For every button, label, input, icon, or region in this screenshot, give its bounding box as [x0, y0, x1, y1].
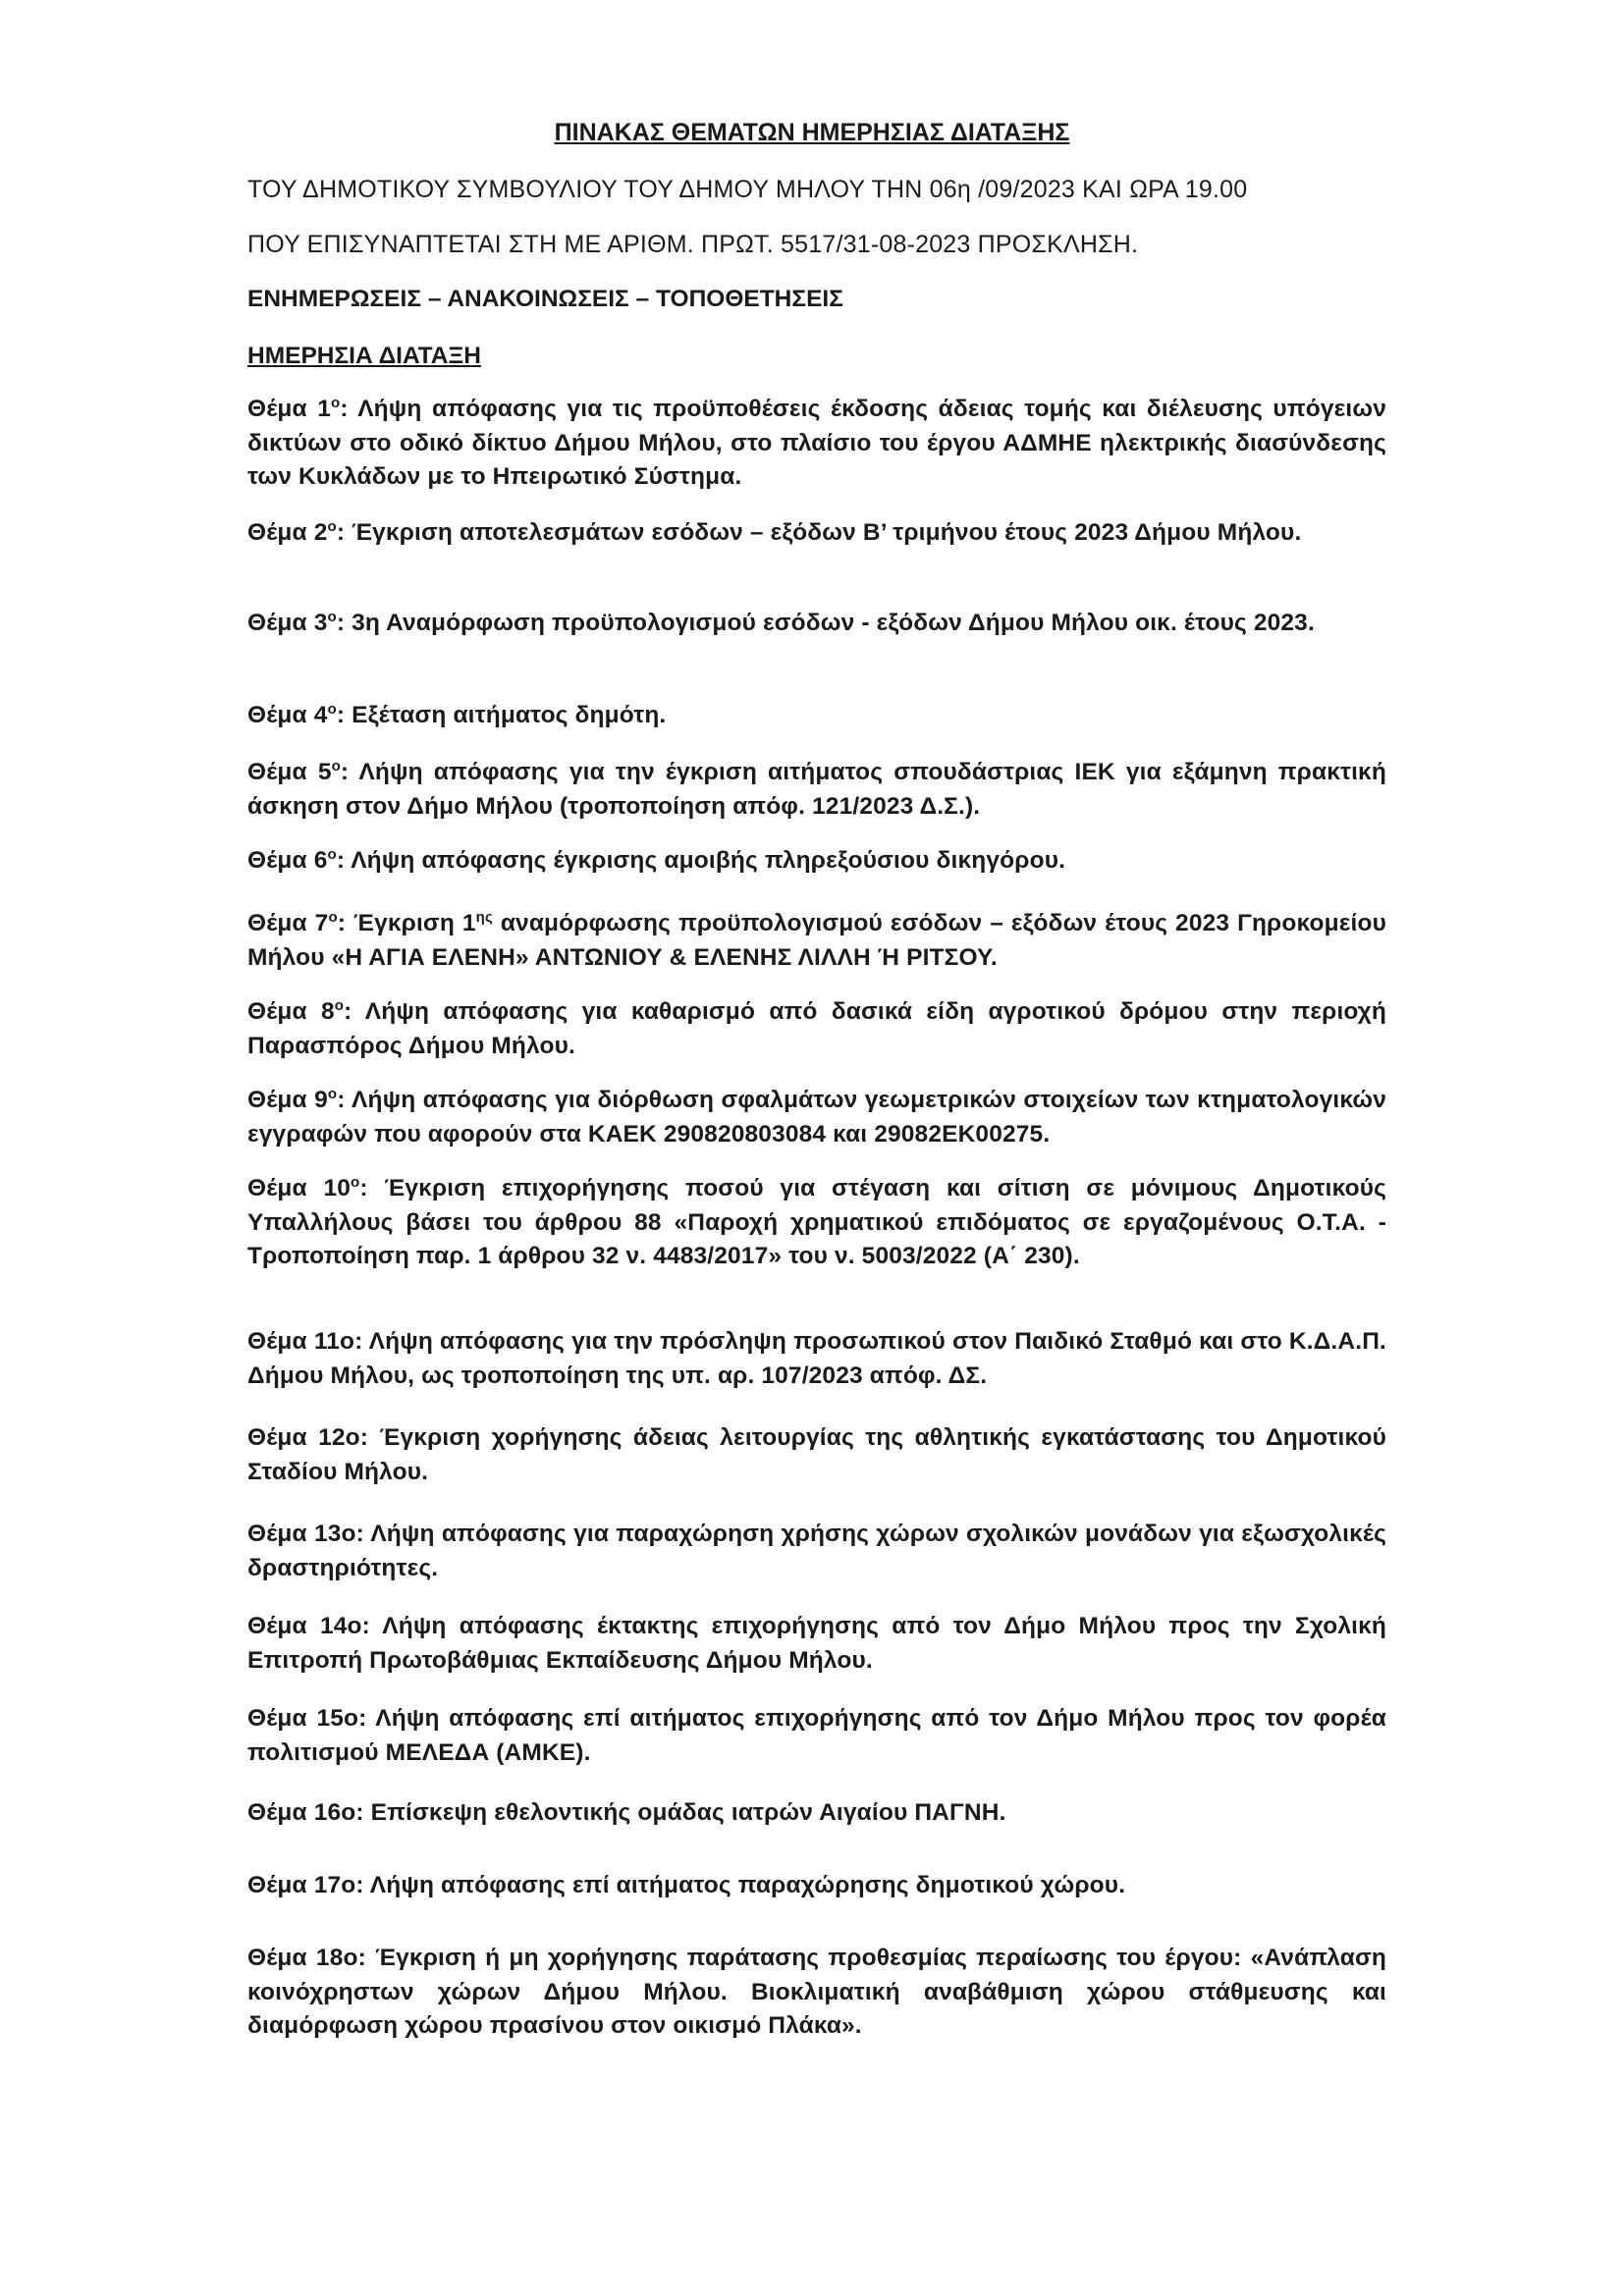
agenda-item-text: Λήψη απόφασης έκτακτης επιχορήγησης από τον Δήμο Μήλου προς την Σχολική Επιτροπή Πρωτοβάθμιας Εκπαίδευσης Δήμου Μήλου. — [247, 1613, 1386, 1674]
document-title: ΠΙΝΑΚΑΣ ΘΕΜΑΤΩΝ ΗΜΕΡΗΣΙΑΣ ΔΙΑΤΑΞΗΣ — [554, 119, 1070, 146]
agenda-item-14 — [247, 1610, 1386, 1678]
agenda-item-label: Θέμα 16ο: — [247, 1799, 364, 1826]
agenda-item-text: Λήψη απόφασης για παραχώρηση χρήσης χώρων σχολικών μονάδων για εξωσχολικές δραστηριότητες. — [247, 1521, 1386, 1581]
agenda-item-7: Θέμα $7^o$: Έγκριση $1^{\eta\varsigma}$ αναμόρφωσης προϋπολογισμού εσόδων – εξόδων έτους 2023 Γηροκομείου Μήλου «Η ΑΓΙΑ ΕΛΕΝΗ» ΑΝΤΩΝΙΟΥ & ΕΛΕΝΗΣ ΛΙΛΛΗ Ή ΡΙΤΣΟΥ. — [247, 909, 1386, 971]
agenda-item-text: Λήψη απόφασης για καθαρισμό από δασικά είδη αγροτικού δρόμου στην περιοχή Παρασπόρος Δήμου Μήλου. — [247, 998, 1386, 1059]
agenda-item-5: Θέμα $5^o$: Λήψη απόφασης για την έγκριση αιτήματος σπουδάστριας ΙΕΚ για εξάμηνη πρακτική άσκηση στον Δήμο Μήλου (τροποποίηση απόφ. 121/2023 Δ.Σ.). — [247, 758, 1386, 820]
agenda-item-label: Θέμα 5 — [247, 759, 332, 785]
agenda-item-6: Θέμα $6^o$: Λήψη απόφασης έγκρισης αμοιβής πληρεξούσιου δικηγόρου. — [247, 846, 1066, 874]
agenda-item-1: Θέμα $1^o$: Λήψη απόφασης για τις προϋποθέσεις έκδοσης άδειας τομής και διέλευσης υπόγειων δικτύων στο οδικό δίκτυο Δήμου Μήλου, στο πλαίσιο του έργου ΑΔΜΗΕ ηλεκτρικής διασύνδεσης των Κυκλάδων με το Ηπειρωτικό Σύστημα. — [247, 395, 1386, 490]
agenda-item-text: 3η Αναμόρφωση προϋπολογισμού εσόδων - εξόδων Δήμου Μήλου οικ. έτους 2023. — [345, 610, 1315, 636]
agenda-item-text: Λήψη απόφασης για την πρόσληψη προσωπικού στον Παιδικό Σταθμό και στο Κ.Δ.Α.Π. Δήμου Μήλου, ως τροποποίηση της υπ. αρ. 107/2023 απόφ. ΔΣ. — [247, 1328, 1386, 1389]
agenda-item-text: Έγκριση επιχορήγησης ποσού για στέγαση και σίτιση σε μόνιμους Δημοτικούς Υπαλλήλους βάσει του άρθρου 88 «Παροχή χρηματικού επιδόματος σε εργαζομένους Ο.Τ.Α. - Τροποποίηση παρ. 1 άρθρου 32 ν. 4483/2017» του ν. 5003/2022 (Α΄ 230). — [247, 1175, 1386, 1269]
agenda-item-label: Θέμα 14ο: — [247, 1613, 370, 1639]
agenda-item-13 — [247, 1518, 1386, 1585]
agenda-item-label: Θέμα 3 — [247, 610, 328, 636]
agenda-item-text: Λήψη απόφασης για την έγκριση αιτήματος σπουδάστριας ΙΕΚ για εξάμηνη πρακτική άσκηση στον Δήμο Μήλου (τροποποίηση απόφ. 121/2023 Δ.Σ.). — [247, 759, 1386, 820]
agenda-item-label: Θέμα 12ο: — [247, 1424, 369, 1451]
agenda-item-8: Θέμα $8^o$: Λήψη απόφασης για καθαρισμό από δασικά είδη αγροτικού δρόμου στην περιοχή Παρασπόρος Δήμου Μήλου. — [247, 997, 1386, 1059]
agenda-item-text: Λήψη απόφασης για διόρθωση σφαλμάτων γεωμετρικών στοιχείων των κτηματολογικών εγγραφών που αφορούν στα ΚΑΕΚ 290820803084 και 29082ΕΚ00275. — [247, 1087, 1386, 1148]
agenda-item-label: Θέμα 11ο: — [247, 1328, 363, 1355]
agenda-item-label: Θέμα 6 — [247, 847, 328, 874]
agenda-item-text: Έγκριση ή μη χορήγησης παράτασης προθεσμίας περαίωσης του έργου: «Ανάπλαση κοινόχρηστων χώρων Δήμου Μήλου. Βιοκλιματική αναβάθμιση χώρου στάθμευσης και διαμόρφωση χώρου πρασίνου στον οικισμό Πλάκα». — [247, 1945, 1386, 2039]
agenda-item-11 — [247, 1325, 1386, 1393]
agenda-item-text: Επίσκεψη εθελοντικής ομάδας ιατρών Αιγαίου ΠΑΓΝΗ. — [363, 1799, 1006, 1826]
agenda-item-16 — [247, 1796, 1386, 1831]
agenda-item-label: Θέμα 15ο: — [247, 1705, 367, 1732]
agenda-item-label: Θέμα 18ο: — [247, 1945, 366, 1971]
agenda-item-label: Θέμα 8 — [247, 998, 335, 1025]
agenda-item-label: Θέμα 4 — [247, 702, 328, 728]
agenda-item-15 — [247, 1702, 1386, 1770]
agenda-item-label: Θέμα 13ο: — [247, 1521, 364, 1547]
agenda-item-text: Έγκριση 1 — [346, 910, 476, 936]
agenda-item-text: Έγκριση χορήγησης άδειας λειτουργίας της αθλητικής εγκατάστασης του Δημοτικού Σταδίου Μήλου. — [247, 1424, 1386, 1485]
agenda-item-label: Θέμα 1 — [247, 396, 331, 422]
agenda-item-label: Θέμα 7 — [247, 910, 329, 936]
agenda-item-text: Έγκριση αποτελεσμάτων εσόδων – εξόδων Β’ τριμήνου έτους 2023 Δήμου Μήλου. — [345, 519, 1302, 546]
invitation-ref-line: ΠΟΥ ΕΠΙΣΥΝΑΠΤΕΤΑΙ ΣΤΗ ΜΕ ΑΡΙΘΜ. ΠΡΩΤ. 5517/31-08-2023 ΠΡΟΣΚΛΗΣΗ. — [247, 231, 1139, 258]
agenda-item-label: Θέμα 2 — [247, 519, 328, 546]
agenda-item-label: Θέμα 10 — [247, 1175, 351, 1201]
agenda-item-label: Θέμα 17ο: — [247, 1872, 364, 1898]
agenda-item-text: Λήψη απόφασης επί αιτήματος επιχορήγησης από τον Δήμο Μήλου προς τον φορέα πολιτισμού ΜΕΛΕΔΑ (ΑΜΚΕ). — [247, 1705, 1386, 1766]
agenda-item-text: Εξέταση αιτήματος δημότη. — [345, 702, 667, 728]
agenda-item-10: Θέμα $10^o$: Έγκριση επιχορήγησης ποσού για στέγαση και σίτιση σε μόνιμους Δημοτικούς Υπαλλήλους βάσει του άρθρου 88 «Παροχή χρηματικού επιδόματος σε εργαζομένους Ο.Τ.Α. - Τροποποίηση παρ. 1 άρθρου 32 ν. 4483/2017» του ν. 5003/2022 (Α΄ 230). — [247, 1174, 1386, 1269]
agenda-item-12 — [247, 1421, 1386, 1489]
agenda-item-label: Θέμα 9 — [247, 1087, 328, 1113]
agenda-item-9: Θέμα $9^o$: Λήψη απόφασης για διόρθωση σφαλμάτων γεωμετρικών στοιχείων των κτηματολογικών εγγραφών που αφορούν στα ΚΑΕΚ 290820803084 και 29082ΕΚ00275. — [247, 1086, 1386, 1148]
agenda-item-2: Θέμα $2^o$: Έγκριση αποτελεσμάτων εσόδων – εξόδων Β’ τριμήνου έτους 2023 Δήμου Μήλου. — [247, 518, 1302, 546]
agenda-item-18 — [247, 1942, 1386, 2044]
meeting-info-line: ΤΟΥ ΔΗΜΟΤΙΚΟΥ ΣΥΜΒΟΥΛΙΟΥ ΤΟΥ ΔΗΜΟΥ ΜΗΛΟΥ ΤΗΝ 06η /09/2023 ΚΑΙ ΩΡΑ 19.00 — [247, 176, 1248, 203]
agenda-item-17 — [247, 1869, 1386, 1903]
agenda-item-text: Λήψη απόφασης επί αιτήματος παραχώρησης δημοτικού χώρου. — [363, 1872, 1126, 1898]
announcements-heading: ΕΝΗΜΕΡΩΣΕΙΣ – ΑΝΑΚΟΙΝΩΣΕΙΣ – ΤΟΠΟΘΕΤΗΣΕΙΣ — [247, 286, 843, 312]
agenda-item-text: Λήψη απόφασης για τις προϋποθέσεις έκδοσης άδειας τομής και διέλευσης υπόγειων δικτύων στο οδικό δίκτυο Δήμου Μήλου, στο πλαίσιο του έργου ΑΔΜΗΕ ηλεκτρικής διασύνδεσης των Κυκλάδων με το Ηπειρωτικό Σύστημα. — [247, 396, 1386, 490]
agenda-item-4: Θέμα $4^o$: Εξέταση αιτήματος δημότη. — [247, 701, 667, 728]
agenda-item-text: Λήψη απόφασης έγκρισης αμοιβής πληρεξούσιου δικηγόρου. — [345, 847, 1066, 874]
agenda-item-3: Θέμα $3^o$: 3η Αναμόρφωση προϋπολογισμού εσόδων - εξόδων Δήμου Μήλου οικ. έτους 2023. — [247, 609, 1315, 636]
agenda-heading: ΗΜΕΡΗΣΙΑ ΔΙΑΤΑΞΗ — [247, 343, 481, 369]
